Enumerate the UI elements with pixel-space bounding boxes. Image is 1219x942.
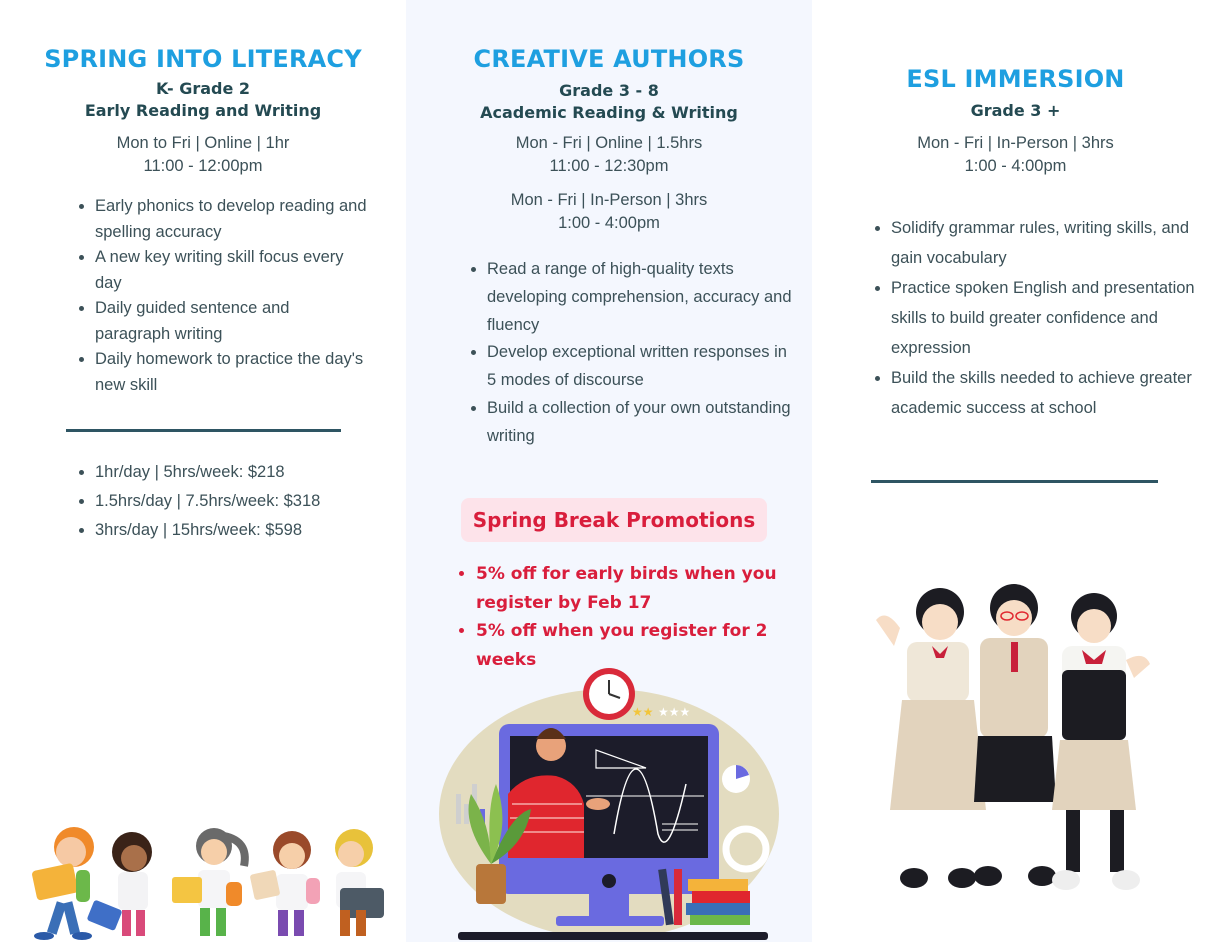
list-item: • Daily homework to practice the day's new skill [95,347,367,398]
list-item: • Build the skills needed to achieve greater academic success at school [891,363,1201,423]
authors-subtitle: Academic Reading & Writing [480,103,738,122]
authors-schedule2-line1: Mon - Fri | In-Person | 3hrs [510,191,708,209]
list-item: • Build a collection of your own outstanding writing [487,395,797,451]
literacy-schedule-line1: Mon to Fri | Online | 1hr [116,134,290,152]
list-item: • 5% off when you register for 2 weeks [476,617,806,674]
walking-children-illustration [14,822,394,942]
list-item: • 1.5hrs/day | 7.5hrs/week: $318 [95,487,395,516]
list-item: • 3hrs/day | 15hrs/week: $598 [95,516,395,545]
authors-bullet-list [467,256,797,451]
students-group-illustration [862,580,1172,910]
divider [871,480,1158,483]
list-item: • 1hr/day | 5hrs/week: $218 [95,458,395,487]
esl-schedule-line2: 1:00 - 4:00pm [964,157,1067,175]
list-item: • Early phonics to develop reading and spelling accuracy [95,194,367,245]
esl-title: ESL IMMERSION [906,65,1125,93]
esl-grade: Grade 3 + [970,101,1061,120]
promotions-list [452,560,806,674]
svg-text:★★★: ★★★ [658,705,691,719]
literacy-title: SPRING INTO LITERACY [44,45,362,73]
list-item: • 5% off for early birds when you register by Feb 17 [476,560,806,617]
authors-schedule2-line2: 1:00 - 4:00pm [558,214,660,232]
esl-panel [812,0,1219,942]
list-item: • Read a range of high-quality texts developing comprehension, accuracy and fluency [487,256,797,339]
list-item: • Solidify grammar rules, writing skills, and gain vocabulary [891,213,1201,273]
authors-schedule1-line2: 11:00 - 12:30pm [549,157,669,175]
literacy-grade: K- Grade 2 [155,79,251,98]
list-item: • Develop exceptional written responses in 5 modes of discourse [487,339,797,395]
divider [66,429,341,432]
list-item: • Practice spoken English and presentation skills to build greater confidence and expression [891,273,1201,363]
list-item: • Daily guided sentence and paragraph writing [95,296,367,347]
literacy-panel [0,0,406,942]
literacy-price-list [75,458,395,545]
promotions-title: Spring Break Promotions [461,498,767,542]
literacy-bullet-list [75,194,367,398]
literacy-schedule-line2: 11:00 - 12:00pm [143,157,263,175]
authors-grade: Grade 3 - 8 [559,81,659,100]
svg-text:★★: ★★ [632,705,654,719]
authors-panel [406,0,812,942]
literacy-subtitle: Early Reading and Writing [84,101,322,120]
authors-title: CREATIVE AUTHORS [473,45,745,73]
esl-bullet-list [871,213,1201,423]
authors-schedule1-line1: Mon - Fri | Online | 1.5hrs [515,134,703,152]
list-item: • A new key writing skill focus every day [95,245,367,296]
esl-schedule-line1: Mon - Fri | In-Person | 3hrs [917,134,1114,152]
online-teacher-monitor-illustration [436,664,786,942]
